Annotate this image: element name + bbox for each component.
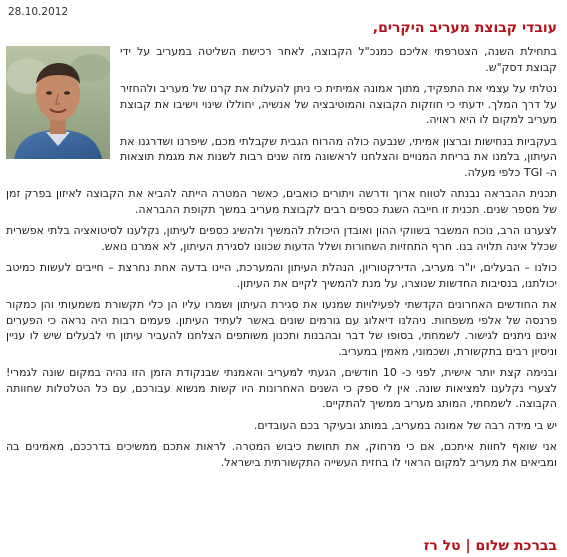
letter-paragraph: ובנימה קצת יותר אישית, לפני כ- 10 חודשים, הגעתי למעריב והאמנתי שבנקודת הזמן הזו נהיה במקום שונה לגמרי! לצערי נקלענו למציאות שונה. אין לי ספק כי השנים האחרונות היו קשות מנשוא עבורכם, עם כל הטלטלות שחוותה הקבוצה. לשמחתי, המותג מעריב ממשיך להתקיים. <box>6 366 557 410</box>
letter <box>6 20 557 476</box>
letter-signature: בברכת שלום | טל רז <box>423 538 557 554</box>
publish-date: 28.10.2012 <box>8 6 69 18</box>
author-photo <box>6 46 110 159</box>
letter-paragraph: נטלתי על עצמי את התפקיד, מתוך אמונה אמיתית כי ניתן להעלות את קרנו של מעריב ולהחזיר על דרך המלך. ידעתי כי חוזקות הקבוצה והמוטיבציה של אנשיה, יחוללו שינוי וישיבו את קבוצת מעריב למקום לו היא ראויה. <box>120 82 557 126</box>
letter-paragraph: בתחילת השנה, הצטרפתי אליכם כמנכ"ל הקבוצה, לאחר רכישת השליטה במעריב על ידי קבוצת דסק"ש. <box>120 45 557 74</box>
letter-paragraph: בעקביות בנחישות וברצון אמיתי, שנבעה כולה מהרוח הגבית שקבלתי מכם, שיפרנו ושדרגנו את העיתון, בלמנו את בריחת המנויים והצלחנו לראשונה מזה שנים רבות לשנות את מגמת תוצאות ה- TGI כלפי מעלה. <box>120 134 557 179</box>
letter-paragraph: את החודשים האחרונים הקדשתי לפעילויות שמנעו את סגירת העיתון ושמרו עליו הן כלי תקשורת משמעותי והן כמקור פרנסה של אלפי משפחות. ניהלנו דיאלוג עם גורמים שונים באשר לעתיד העיתון. פעמים רבות היה נראה כי הפערים אינם ניתנים לגישור. לשמחתי, בסופו של דבר ובהבנות ותכנון משותפים הצלחנו להעביר עיתון חי לבעלים שיש לו עניין וניסיון רבים בתקשורת, ושכמוני, מאמין במעריב. <box>6 298 557 358</box>
letter-paragraph: תכנית ההבראה נבנתה לטווח ארוך ודרשה ויתורים כואבים, כאשר המטרה הייתה להביא את הקבוצה לאיזון בפרק זמן של מספר שנים. תכנית זו חייבה השגת כספים רבים לקבוצת מעריב במשך תקופת ההבראה. <box>6 187 557 216</box>
letter-paragraph: יש בי מידה רבה של אמונה במעריב, במותג ובעיקר בכם העובדים. <box>253 418 557 432</box>
letter-paragraph: אני שואף לחוות איתכם, אם כי מרחוק, את תחושת כיבוש המטרה. לראות אתכם ממשיכים בדרככם, מאמינים בה ומביאים את מעריב למקום הראוי לו בחזית העשייה התקשורתית בישראל. <box>6 440 557 469</box>
letter-title: עובדי קבוצת מעריב היקרים, <box>372 20 557 36</box>
letter-paragraph: כולנו – הבעלים, יו"ר מעריב, הדירקטוריון, הנהלת העיתון והמערכת, היינו בדעה אחת נחרצת – חייבים לעשות כמיטב יכולתנו, בנסיבות החדשות שנוצרו, על מנת להמשיך לקיים את העיתון. <box>6 261 557 290</box>
letter-paragraph: לצערנו הרב, נוכח המשבר בשווקי ההון ואובדן היכולת להמשיך ולהשיג כספים לעיתון, נקלענו לסיטואציה בלתי אפשרית שכלל אינה תלויה בנו. חרף התחזיות השחורות ושלל הדעות שכוונו לסגירת העיתון, לא אמרנו נואש. <box>6 224 557 253</box>
